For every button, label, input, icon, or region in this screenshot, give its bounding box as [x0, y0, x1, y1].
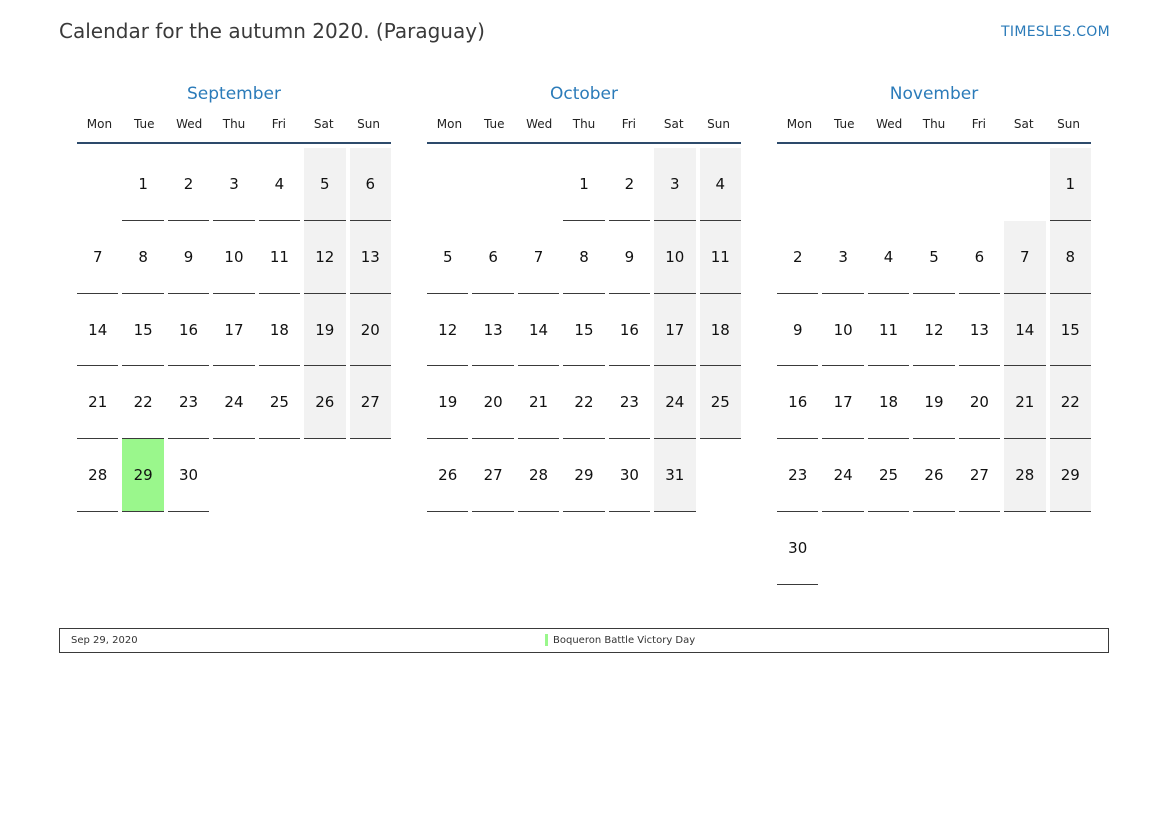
- day-cell[interactable]: 21: [518, 366, 559, 439]
- day-cell[interactable]: 6: [959, 221, 1000, 294]
- month-name: November: [889, 84, 979, 104]
- day-cell[interactable]: 8: [563, 221, 604, 294]
- day-cell[interactable]: 5: [913, 221, 954, 294]
- month-october: [427, 82, 741, 512]
- weekday-fri: Fri: [271, 117, 287, 131]
- day-cell[interactable]: 28: [1004, 439, 1045, 512]
- day-cell[interactable]: 28: [77, 439, 118, 512]
- day-cell[interactable]: 23: [777, 439, 818, 512]
- weekday-fri: Fri: [971, 117, 987, 131]
- day-cell[interactable]: 23: [168, 366, 209, 439]
- day-cell[interactable]: 27: [959, 439, 1000, 512]
- day-cell[interactable]: 26: [304, 366, 345, 439]
- day-cell[interactable]: 16: [168, 294, 209, 367]
- day-cell[interactable]: 13: [959, 294, 1000, 367]
- weekday-sun: Sun: [357, 117, 380, 131]
- empty-day-cell: [518, 148, 559, 221]
- day-cell[interactable]: 14: [518, 294, 559, 367]
- day-cell[interactable]: 3: [654, 148, 695, 221]
- day-cell[interactable]: 30: [777, 512, 818, 585]
- day-cell[interactable]: 6: [472, 221, 513, 294]
- day-cell[interactable]: 13: [350, 221, 391, 294]
- weekday-wed: Wed: [526, 117, 553, 131]
- day-cell[interactable]: 7: [518, 221, 559, 294]
- weekday-thu: Thu: [572, 117, 596, 131]
- day-cell[interactable]: 7: [77, 221, 118, 294]
- weekday-wed: Wed: [176, 117, 203, 131]
- legend-color-marker: [545, 634, 548, 646]
- month-name: October: [549, 84, 619, 104]
- day-cell[interactable]: 3: [213, 148, 254, 221]
- day-cell[interactable]: 17: [822, 366, 863, 439]
- day-cell[interactable]: 24: [213, 366, 254, 439]
- day-cell[interactable]: 8: [122, 221, 163, 294]
- day-cell[interactable]: 11: [700, 221, 741, 294]
- day-cell[interactable]: 20: [472, 366, 513, 439]
- empty-day-cell: [868, 148, 909, 221]
- day-cell[interactable]: 25: [259, 366, 300, 439]
- weekday-mon: Mon: [86, 117, 113, 131]
- day-cell[interactable]: 31: [654, 439, 695, 512]
- weekday-tue: Tue: [484, 117, 505, 131]
- weekday-wed: Wed: [876, 117, 903, 131]
- day-cell[interactable]: 12: [304, 221, 345, 294]
- day-cell[interactable]: 11: [259, 221, 300, 294]
- day-cell[interactable]: 9: [168, 221, 209, 294]
- weekday-sun: Sun: [1057, 117, 1080, 131]
- day-cell[interactable]: 1: [122, 148, 163, 221]
- day-cell[interactable]: 29: [1050, 439, 1091, 512]
- holiday-day-cell[interactable]: 29: [122, 439, 163, 512]
- empty-day-cell: [959, 148, 1000, 221]
- legend-holiday-name: Boqueron Battle Victory Day: [553, 635, 696, 646]
- day-cell[interactable]: 12: [427, 294, 468, 367]
- day-cell[interactable]: 22: [563, 366, 604, 439]
- day-cell[interactable]: 4: [700, 148, 741, 221]
- day-cell[interactable]: 20: [350, 294, 391, 367]
- day-cell[interactable]: 26: [913, 439, 954, 512]
- day-cell[interactable]: 10: [654, 221, 695, 294]
- day-cell[interactable]: 17: [654, 294, 695, 367]
- day-cell[interactable]: 14: [1004, 294, 1045, 367]
- day-cell[interactable]: 12: [913, 294, 954, 367]
- empty-day-cell: [822, 148, 863, 221]
- day-grid: [427, 148, 741, 512]
- day-cell[interactable]: 2: [609, 148, 650, 221]
- brand-link[interactable]: TIMESLES.COM: [1001, 24, 1110, 40]
- day-cell[interactable]: 10: [822, 294, 863, 367]
- weekday-header-row: [777, 106, 1091, 144]
- legend-date: Sep 29, 2020: [71, 635, 138, 646]
- day-cell[interactable]: 15: [122, 294, 163, 367]
- weekday-mon: Mon: [786, 117, 813, 131]
- day-cell[interactable]: 6: [350, 148, 391, 221]
- day-cell[interactable]: 9: [609, 221, 650, 294]
- day-cell[interactable]: 28: [518, 439, 559, 512]
- day-cell[interactable]: 30: [168, 439, 209, 512]
- empty-day-cell: [777, 148, 818, 221]
- empty-day-cell: [913, 148, 954, 221]
- day-cell[interactable]: 8: [1050, 221, 1091, 294]
- day-cell[interactable]: 17: [213, 294, 254, 367]
- day-cell[interactable]: 11: [868, 294, 909, 367]
- day-cell[interactable]: 26: [427, 439, 468, 512]
- day-cell[interactable]: 19: [427, 366, 468, 439]
- day-cell[interactable]: 2: [168, 148, 209, 221]
- weekday-sun: Sun: [707, 117, 730, 131]
- day-grid: [777, 148, 1091, 585]
- day-cell[interactable]: 15: [1050, 294, 1091, 367]
- day-cell[interactable]: 25: [868, 439, 909, 512]
- day-cell[interactable]: 16: [777, 366, 818, 439]
- weekday-thu: Thu: [922, 117, 946, 131]
- day-cell[interactable]: 24: [822, 439, 863, 512]
- empty-day-cell: [77, 148, 118, 221]
- day-cell[interactable]: 13: [472, 294, 513, 367]
- day-cell[interactable]: 5: [427, 221, 468, 294]
- day-cell[interactable]: 1: [563, 148, 604, 221]
- day-cell[interactable]: 4: [259, 148, 300, 221]
- weekday-mon: Mon: [436, 117, 463, 131]
- day-cell[interactable]: 2: [777, 221, 818, 294]
- weekday-sat: Sat: [1013, 117, 1034, 131]
- day-cell[interactable]: 20: [959, 366, 1000, 439]
- weekday-header-row: [427, 106, 741, 144]
- day-cell[interactable]: 29: [563, 439, 604, 512]
- day-cell[interactable]: 1: [1050, 148, 1091, 221]
- empty-day-cell: [427, 148, 468, 221]
- month-november: [777, 82, 1091, 585]
- day-cell[interactable]: 27: [350, 366, 391, 439]
- weekday-sat: Sat: [313, 117, 334, 131]
- empty-day-cell: [1004, 148, 1045, 221]
- day-cell[interactable]: 24: [654, 366, 695, 439]
- day-cell[interactable]: 18: [259, 294, 300, 367]
- month-september: [77, 82, 391, 512]
- weekday-header-row: [77, 106, 391, 144]
- weekday-tue: Tue: [134, 117, 155, 131]
- day-cell[interactable]: 22: [122, 366, 163, 439]
- day-cell[interactable]: 19: [304, 294, 345, 367]
- day-cell[interactable]: 30: [609, 439, 650, 512]
- day-cell[interactable]: 21: [1004, 366, 1045, 439]
- weekday-thu: Thu: [222, 117, 246, 131]
- day-cell[interactable]: 10: [213, 221, 254, 294]
- day-cell[interactable]: 15: [563, 294, 604, 367]
- day-cell[interactable]: 18: [868, 366, 909, 439]
- day-cell[interactable]: 4: [868, 221, 909, 294]
- day-cell[interactable]: 21: [77, 366, 118, 439]
- day-grid: [77, 148, 391, 512]
- weekday-tue: Tue: [834, 117, 855, 131]
- day-cell[interactable]: 18: [700, 294, 741, 367]
- empty-day-cell: [472, 148, 513, 221]
- day-cell[interactable]: 23: [609, 366, 650, 439]
- page-title: Calendar for the autumn 2020. (Paraguay): [59, 19, 485, 43]
- day-cell[interactable]: 7: [1004, 221, 1045, 294]
- day-cell[interactable]: 25: [700, 366, 741, 439]
- day-cell[interactable]: 16: [609, 294, 650, 367]
- day-cell[interactable]: 22: [1050, 366, 1091, 439]
- month-name: September: [187, 84, 281, 104]
- weekday-sat: Sat: [663, 117, 684, 131]
- day-cell[interactable]: 3: [822, 221, 863, 294]
- day-cell[interactable]: 9: [777, 294, 818, 367]
- day-cell[interactable]: 27: [472, 439, 513, 512]
- day-cell[interactable]: 14: [77, 294, 118, 367]
- weekday-fri: Fri: [621, 117, 637, 131]
- day-cell[interactable]: 5: [304, 148, 345, 221]
- holiday-legend: [59, 628, 1109, 653]
- day-cell[interactable]: 19: [913, 366, 954, 439]
